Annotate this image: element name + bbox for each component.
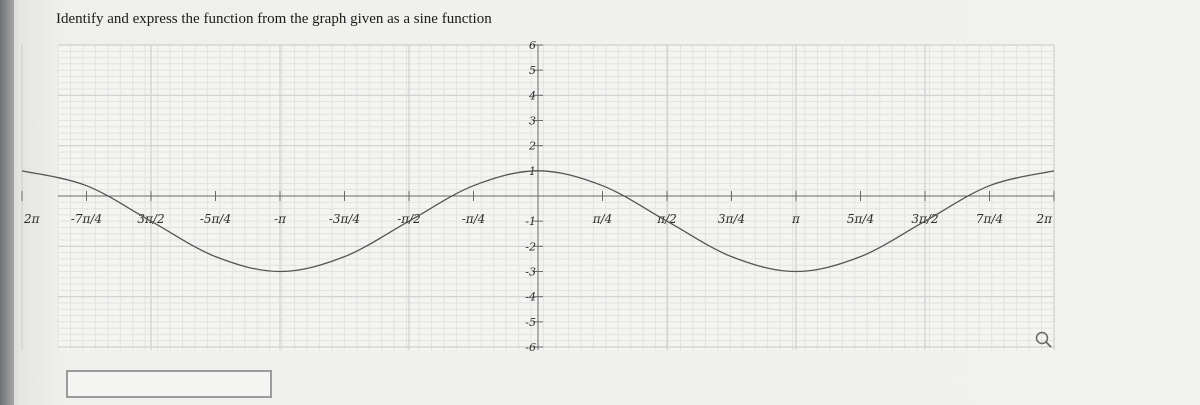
minor-grid xyxy=(58,45,1054,350)
x-tick-label: -3π/4 xyxy=(328,212,361,226)
y-tick-label: -4 xyxy=(525,290,536,304)
y-tick-label: -2 xyxy=(525,240,536,254)
x-tick-label: 3π/2 xyxy=(911,212,939,226)
y-tick-label: 3 xyxy=(529,114,536,128)
y-tick-label: -6 xyxy=(525,341,536,354)
x-tick-label: 2π xyxy=(24,212,40,226)
y-tick-label: 5 xyxy=(529,64,536,78)
y-tick-label: 4 xyxy=(529,89,536,103)
x-tick-label: -7π/4 xyxy=(70,212,103,226)
y-tick-label: 2 xyxy=(529,139,536,153)
y-tick-label: 6 xyxy=(529,39,536,52)
x-tick-label: π/2 xyxy=(657,212,677,226)
x-tick-label: 2π xyxy=(1036,212,1052,226)
x-tick-label: 5π/4 xyxy=(846,212,875,226)
y-tick-label: 1 xyxy=(529,164,536,178)
y-tick-label: -3 xyxy=(525,265,536,279)
x-tick-label: 3π/4 xyxy=(717,212,746,226)
answer-input[interactable] xyxy=(66,370,272,398)
question-text: Identify and express the function from the graph given as a sine function xyxy=(56,11,492,27)
y-tick-label: -5 xyxy=(525,315,536,329)
x-tick-label: -π/4 xyxy=(461,212,486,226)
x-tick-label: π xyxy=(792,212,800,226)
x-tick-label: π/4 xyxy=(592,212,613,226)
x-tick-label: 7π/4 xyxy=(975,212,1004,226)
x-tick-label: -5π/4 xyxy=(199,212,232,226)
x-tick-label: 3π/2 xyxy=(137,212,165,226)
x-tick-label: -π xyxy=(274,212,286,226)
x-tick-label: -π/2 xyxy=(397,212,421,226)
magnifier-icon[interactable] xyxy=(1034,330,1054,350)
y-tick-label: -1 xyxy=(525,215,536,229)
